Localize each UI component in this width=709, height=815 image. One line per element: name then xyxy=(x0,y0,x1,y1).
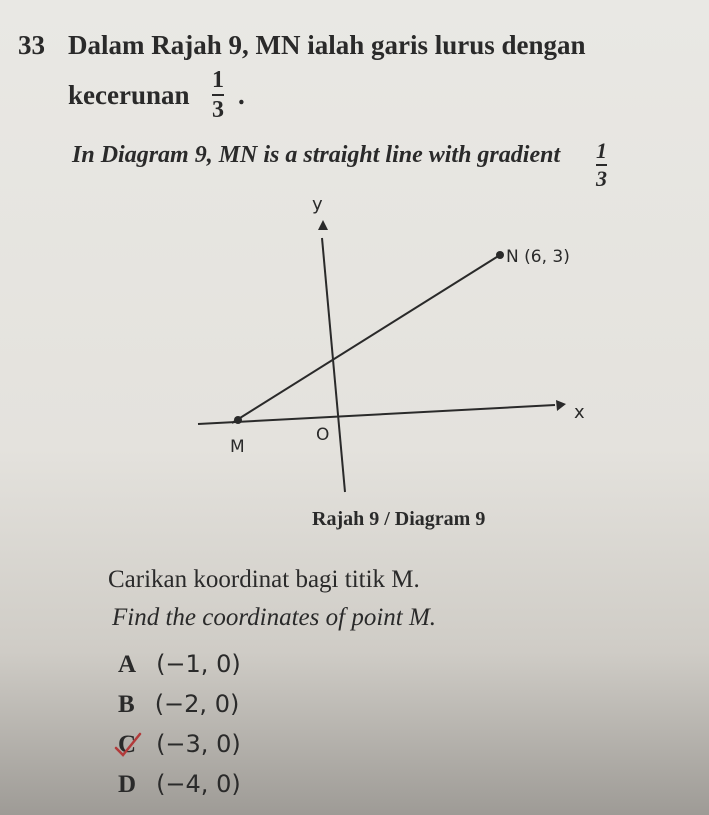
option-letter: B xyxy=(118,691,135,718)
x-axis-label: x xyxy=(574,402,585,423)
x-axis-arrow xyxy=(556,400,566,411)
point-n-label: N (6, 3) xyxy=(506,247,570,267)
english-gradient-fraction xyxy=(596,140,607,190)
option-d[interactable] xyxy=(118,770,241,799)
diagram-9 xyxy=(0,190,709,500)
line-mn xyxy=(232,255,500,423)
option-letter: D xyxy=(118,771,137,798)
y-axis-label: y xyxy=(312,194,323,215)
answer-check-mark xyxy=(110,728,144,762)
fraction-denominator: 3 xyxy=(212,97,224,123)
question-english-line: In Diagram 9, MN is a straight line with gradient xyxy=(72,142,561,168)
x-axis xyxy=(198,405,555,424)
diagram-caption: Rajah 9 / Diagram 9 xyxy=(312,508,486,530)
option-a[interactable] xyxy=(118,650,241,679)
fraction-numerator: 1 xyxy=(596,138,607,163)
option-value: (−4, 0) xyxy=(156,770,241,798)
malay-gradient-fraction xyxy=(212,68,224,122)
prompt-malay: Carikan koordinat bagi titik M. xyxy=(108,566,420,593)
question-number: 33 xyxy=(18,30,45,60)
fraction-denominator: 3 xyxy=(596,166,607,191)
prompt-english: Find the coordinates of point M. xyxy=(112,604,437,631)
origin-label: O xyxy=(316,425,330,445)
fraction-bar xyxy=(212,94,224,96)
point-m xyxy=(234,416,242,424)
question-malay-line2: kecerunan xyxy=(68,80,190,110)
point-n xyxy=(496,251,504,259)
option-value: (−3, 0) xyxy=(156,730,241,758)
question-malay-line1: Dalam Rajah 9, MN ialah garis lurus dengan xyxy=(68,30,586,60)
y-axis-arrow xyxy=(318,220,328,230)
option-b[interactable] xyxy=(118,690,239,719)
option-letter: C xyxy=(118,731,137,758)
period: . xyxy=(238,80,245,110)
point-m-label: M xyxy=(230,437,245,457)
option-letter: A xyxy=(118,651,137,678)
option-value: (−2, 0) xyxy=(154,690,240,718)
option-value: (−1, 0) xyxy=(156,650,241,678)
fraction-numerator: 1 xyxy=(212,67,224,93)
